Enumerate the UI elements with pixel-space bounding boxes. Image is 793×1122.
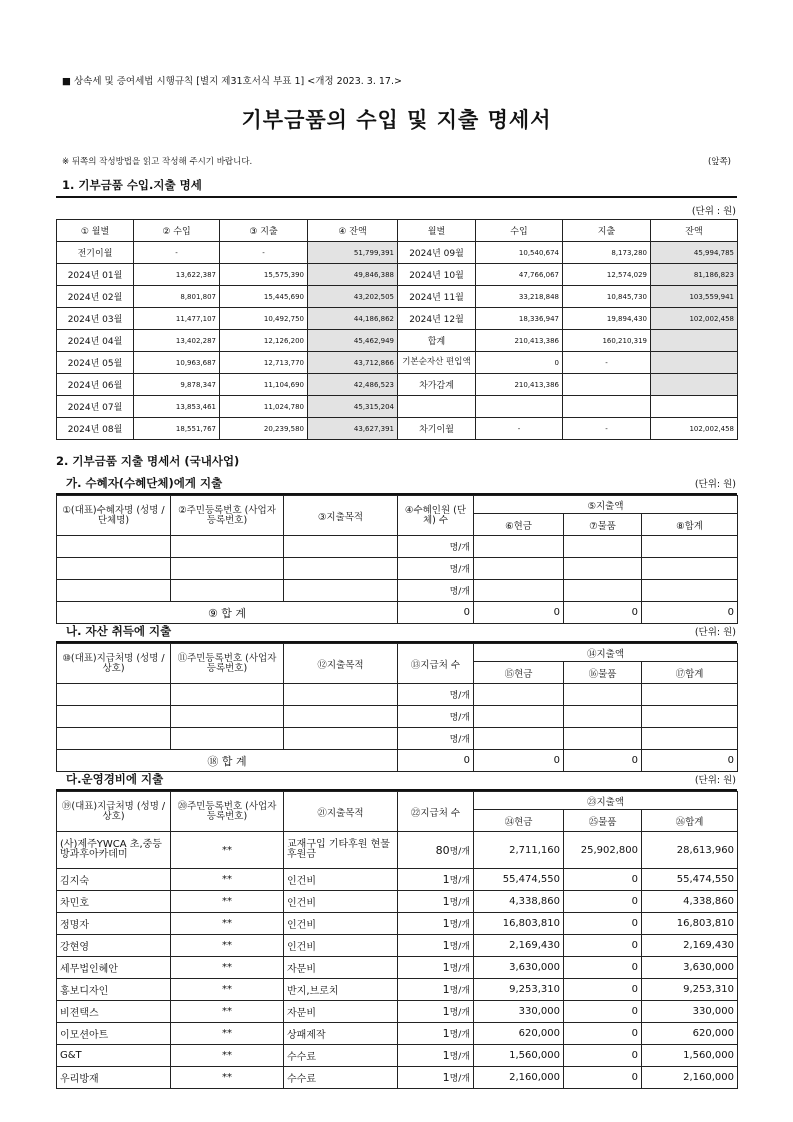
expense-purpose: 인건비 [284, 935, 398, 957]
da-h7: ㉕물품 [564, 810, 642, 832]
value-cell: - [134, 242, 220, 264]
payee-name: 강현영 [57, 935, 171, 957]
value-cell: 18,551,767 [134, 418, 220, 440]
value-cell: 45,315,204 [308, 396, 398, 418]
na-h6: ⑮현금 [474, 662, 564, 684]
expense-purpose: 수수료 [284, 1045, 398, 1067]
table-row [57, 957, 738, 979]
income-expense-table [56, 219, 738, 440]
na-total-label: ⑱ 합 계 [57, 750, 398, 772]
value-cell: 49,846,388 [308, 264, 398, 286]
payee-name: 비젼택스 [57, 1001, 171, 1023]
value-cell: 19,894,430 [563, 308, 651, 330]
cash-amount: 3,630,000 [474, 957, 564, 979]
value-cell [563, 396, 651, 418]
page-side-label: (앞쪽) [707, 157, 731, 167]
expense-purpose: 자문비 [284, 1001, 398, 1023]
value-cell: 160,210,319 [563, 330, 651, 352]
month-cell: 차기이월 [398, 418, 476, 440]
month-cell: 2024년 03월 [57, 308, 134, 330]
na-h3: ⑫지출목적 [284, 644, 398, 684]
column-header: ③ 지출 [220, 220, 308, 242]
table-row: 명/개 [57, 536, 738, 558]
column-header: 지출 [563, 220, 651, 242]
registration-number: ** [171, 1023, 284, 1045]
table-row [57, 832, 738, 869]
cash-amount: 9,253,310 [474, 979, 564, 1001]
registration-number: ** [171, 891, 284, 913]
total-amount: 1,560,000 [642, 1045, 738, 1067]
registration-number: ** [171, 1045, 284, 1067]
ga-h2: ②주민등록번호 (사업자등록번호) [171, 496, 284, 536]
da-h4: ㉒지급처 수 [398, 792, 474, 832]
ga-heading: 가. 수혜자(수혜단체)에게 지출 [66, 476, 223, 490]
value-cell: 10,963,687 [134, 352, 220, 374]
da-heading: 다.운영경비에 지출 [66, 772, 164, 786]
month-cell: 2024년 05월 [57, 352, 134, 374]
goods-amount: 0 [564, 1023, 642, 1045]
registration-number: ** [171, 957, 284, 979]
payee-name: 우리방재 [57, 1067, 171, 1089]
na-unit: (단위: 원) [694, 627, 736, 638]
goods-amount: 0 [564, 891, 642, 913]
value-cell: 9,878,347 [134, 374, 220, 396]
month-cell: 기본순자산 편입액 [398, 352, 476, 374]
total-amount: 3,630,000 [642, 957, 738, 979]
table-row [57, 418, 738, 440]
value-cell: 102,002,458 [651, 308, 738, 330]
goods-amount: 0 [564, 1001, 642, 1023]
na-h4: ⑬지급처 수 [398, 644, 474, 684]
na-h1: ⑩(대표)지급처명 (성명 / 상호) [57, 644, 171, 684]
value-cell: 18,336,947 [476, 308, 563, 330]
payee-name: 정명자 [57, 913, 171, 935]
value-cell: 45,994,785 [651, 242, 738, 264]
table-row [57, 396, 738, 418]
na-h5: ⑭지출액 [474, 644, 738, 662]
goods-amount: 0 [564, 979, 642, 1001]
month-cell: 전기이월 [57, 242, 134, 264]
value-cell: 11,024,780 [220, 396, 308, 418]
payee-name: 김지숙 [57, 869, 171, 891]
value-cell: 103,559,941 [651, 286, 738, 308]
payee-count: 1명/개 [398, 1001, 474, 1023]
table-row [57, 308, 738, 330]
table-row: 명/개 [57, 580, 738, 602]
value-cell [651, 374, 738, 396]
da-h6: ㉔현금 [474, 810, 564, 832]
value-cell [476, 396, 563, 418]
payee-count: 1명/개 [398, 1023, 474, 1045]
total-amount: 9,253,310 [642, 979, 738, 1001]
month-cell: 2024년 06월 [57, 374, 134, 396]
section1-unit: (단위 : 원) [691, 206, 736, 217]
payee-count: 1명/개 [398, 891, 474, 913]
value-cell: 210,413,386 [476, 374, 563, 396]
value-cell: 44,186,862 [308, 308, 398, 330]
value-cell: 0 [476, 352, 563, 374]
da-h3: ㉑지출목적 [284, 792, 398, 832]
value-cell: 10,492,750 [220, 308, 308, 330]
expense-purpose: 인건비 [284, 869, 398, 891]
value-cell: 13,622,387 [134, 264, 220, 286]
month-cell [398, 396, 476, 418]
payee-count: 1명/개 [398, 913, 474, 935]
expense-purpose: 교재구입 기타후원 현물후원금 [284, 832, 398, 869]
value-cell: 51,799,391 [308, 242, 398, 264]
registration-number: ** [171, 979, 284, 1001]
total-row: ⑨ 합 계 0 0 0 0 [57, 602, 738, 624]
ga-h1: ①(대표)수혜자명 (성명 / 단체명) [57, 496, 171, 536]
operating-expense-table [56, 791, 738, 1089]
value-cell: 13,402,287 [134, 330, 220, 352]
column-header: 월별 [398, 220, 476, 242]
value-cell: 15,445,690 [220, 286, 308, 308]
na-h7: ⑯물품 [564, 662, 642, 684]
section2-heading: 2. 기부금품 지출 명세서 (국내사업) [56, 454, 240, 468]
payee-name: 홍보디자인 [57, 979, 171, 1001]
ga-total-label: ⑨ 합 계 [57, 602, 398, 624]
table-row: 명/개 [57, 558, 738, 580]
column-header: 수입 [476, 220, 563, 242]
ga-h7: ⑦물품 [564, 514, 642, 536]
registration-number: ** [171, 913, 284, 935]
expense-purpose: 인건비 [284, 913, 398, 935]
month-cell: 차가감계 [398, 374, 476, 396]
column-header: 잔액 [651, 220, 738, 242]
month-cell: 2024년 12월 [398, 308, 476, 330]
table-row: 명/개 [57, 728, 738, 750]
total-amount: 28,613,960 [642, 832, 738, 869]
cash-amount: 330,000 [474, 1001, 564, 1023]
payee-name: 이모션아트 [57, 1023, 171, 1045]
column-header: ② 수입 [134, 220, 220, 242]
cash-amount: 4,338,860 [474, 891, 564, 913]
payee-count: 1명/개 [398, 1045, 474, 1067]
registration-number: ** [171, 1001, 284, 1023]
cash-amount: 16,803,810 [474, 913, 564, 935]
da-unit: (단위: 원) [694, 775, 736, 786]
goods-amount: 0 [564, 935, 642, 957]
ga-h3: ③지출목적 [284, 496, 398, 536]
cash-amount: 2,169,430 [474, 935, 564, 957]
value-cell: 15,575,390 [220, 264, 308, 286]
payee-count: 80명/개 [398, 832, 474, 869]
value-cell: 45,462,949 [308, 330, 398, 352]
value-cell [651, 396, 738, 418]
goods-amount: 0 [564, 869, 642, 891]
month-cell: 2024년 01월 [57, 264, 134, 286]
na-h2: ⑪주민등록번호 (사업자등록번호) [171, 644, 284, 684]
table-row [57, 1067, 738, 1089]
value-cell: 12,574,029 [563, 264, 651, 286]
value-cell: 43,712,866 [308, 352, 398, 374]
payee-count: 1명/개 [398, 869, 474, 891]
table-header-row [57, 220, 738, 242]
da-h1: ⑲(대표)지급처명 (성명 / 상호) [57, 792, 171, 832]
table-row [57, 979, 738, 1001]
value-cell [651, 352, 738, 374]
registration-number: ** [171, 869, 284, 891]
month-cell: 합계 [398, 330, 476, 352]
cash-amount: 1,560,000 [474, 1045, 564, 1067]
recipient-expense-table [56, 495, 738, 624]
total-amount: 16,803,810 [642, 913, 738, 935]
ga-h6: ⑥현금 [474, 514, 564, 536]
expense-purpose: 인건비 [284, 891, 398, 913]
goods-amount: 0 [564, 957, 642, 979]
table-row [57, 1001, 738, 1023]
value-cell: 13,853,461 [134, 396, 220, 418]
value-cell: 42,486,523 [308, 374, 398, 396]
cash-amount: 2,711,160 [474, 832, 564, 869]
expense-purpose: 반지,브로치 [284, 979, 398, 1001]
value-cell: 47,766,067 [476, 264, 563, 286]
value-cell: 210,413,386 [476, 330, 563, 352]
ga-h4: ④수혜인원 (단체) 수 [398, 496, 474, 536]
table-row [57, 352, 738, 374]
value-cell: 10,540,674 [476, 242, 563, 264]
da-h2: ⑳주민등록번호 (사업자등록번호) [171, 792, 284, 832]
expense-purpose: 수수료 [284, 1067, 398, 1089]
total-amount: 330,000 [642, 1001, 738, 1023]
da-h8: ㉖합계 [642, 810, 738, 832]
ga-h8: ⑧합계 [642, 514, 738, 536]
ga-unit: (단위: 원) [694, 479, 736, 490]
payee-count: 1명/개 [398, 957, 474, 979]
registration-number: ** [171, 1067, 284, 1089]
goods-amount: 0 [564, 1067, 642, 1089]
payee-count: 1명/개 [398, 979, 474, 1001]
payee-name: (사)제주YWCA 초,중등방과후아카데미 [57, 832, 171, 869]
total-amount: 620,000 [642, 1023, 738, 1045]
value-cell: 11,477,107 [134, 308, 220, 330]
month-cell: 2024년 04월 [57, 330, 134, 352]
value-cell: 11,104,690 [220, 374, 308, 396]
column-header: ① 월별 [57, 220, 134, 242]
payee-name: G&T [57, 1045, 171, 1067]
value-cell: - [476, 418, 563, 440]
total-amount: 2,160,000 [642, 1067, 738, 1089]
table-row [57, 891, 738, 913]
value-cell: 8,801,807 [134, 286, 220, 308]
table-row: 명/개 [57, 684, 738, 706]
expense-purpose: 자문비 [284, 957, 398, 979]
ga-h5: ⑤지출액 [474, 496, 738, 514]
table-row [57, 935, 738, 957]
page-title: 기부금품의 수입 및 지출 명세서 [241, 108, 552, 132]
month-cell: 2024년 10월 [398, 264, 476, 286]
na-heading: 나. 자산 취득에 지출 [66, 624, 172, 638]
value-cell: 20,239,580 [220, 418, 308, 440]
value-cell: 12,126,200 [220, 330, 308, 352]
total-amount: 55,474,550 [642, 869, 738, 891]
payee-count: 1명/개 [398, 935, 474, 957]
month-cell: 2024년 11월 [398, 286, 476, 308]
table-row [57, 374, 738, 396]
na-h8: ⑰합계 [642, 662, 738, 684]
month-cell: 2024년 02월 [57, 286, 134, 308]
month-cell: 2024년 07월 [57, 396, 134, 418]
registration-number: ** [171, 935, 284, 957]
expense-purpose: 상패제작 [284, 1023, 398, 1045]
total-amount: 2,169,430 [642, 935, 738, 957]
value-cell: 8,173,280 [563, 242, 651, 264]
goods-amount: 0 [564, 1045, 642, 1067]
table-row [57, 264, 738, 286]
total-row: ⑱ 합 계 0 0 0 0 [57, 750, 738, 772]
table-row: 명/개 [57, 706, 738, 728]
goods-amount: 25,902,800 [564, 832, 642, 869]
value-cell: - [563, 418, 651, 440]
value-cell: - [563, 352, 651, 374]
value-cell: 102,002,458 [651, 418, 738, 440]
value-cell: 33,218,848 [476, 286, 563, 308]
asset-expense-table [56, 643, 738, 772]
payee-count: 1명/개 [398, 1067, 474, 1089]
value-cell: 12,713,770 [220, 352, 308, 374]
payee-name: 세무법인혜안 [57, 957, 171, 979]
table-row [57, 913, 738, 935]
divider [56, 196, 737, 198]
payee-name: 차민호 [57, 891, 171, 913]
table-row [57, 1045, 738, 1067]
table-row [57, 1023, 738, 1045]
table-row [57, 869, 738, 891]
cash-amount: 2,160,000 [474, 1067, 564, 1089]
value-cell: 43,202,505 [308, 286, 398, 308]
value-cell: 10,845,730 [563, 286, 651, 308]
column-header: ④ 잔액 [308, 220, 398, 242]
da-h5: ㉓지출액 [474, 792, 738, 810]
value-cell: 43,627,391 [308, 418, 398, 440]
table-row [57, 286, 738, 308]
cash-amount: 55,474,550 [474, 869, 564, 891]
value-cell [563, 374, 651, 396]
instruction-note: ※ 뒤쪽의 작성방법을 읽고 작성해 주시기 바랍니다. [62, 157, 253, 167]
section1-heading: 1. 기부금품 수입.지출 명세 [62, 178, 202, 192]
month-cell: 2024년 09월 [398, 242, 476, 264]
law-reference: ■ 상속세 및 증여세법 시행규칙 [별지 제31호서식 부표 1] <개정 2023. 3. 17.> [62, 76, 402, 87]
cash-amount: 620,000 [474, 1023, 564, 1045]
registration-number: ** [171, 832, 284, 869]
table-row [57, 242, 738, 264]
total-amount: 4,338,860 [642, 891, 738, 913]
goods-amount: 0 [564, 913, 642, 935]
value-cell: 81,186,823 [651, 264, 738, 286]
value-cell [651, 330, 738, 352]
month-cell: 2024년 08월 [57, 418, 134, 440]
table-row [57, 330, 738, 352]
value-cell: - [220, 242, 308, 264]
